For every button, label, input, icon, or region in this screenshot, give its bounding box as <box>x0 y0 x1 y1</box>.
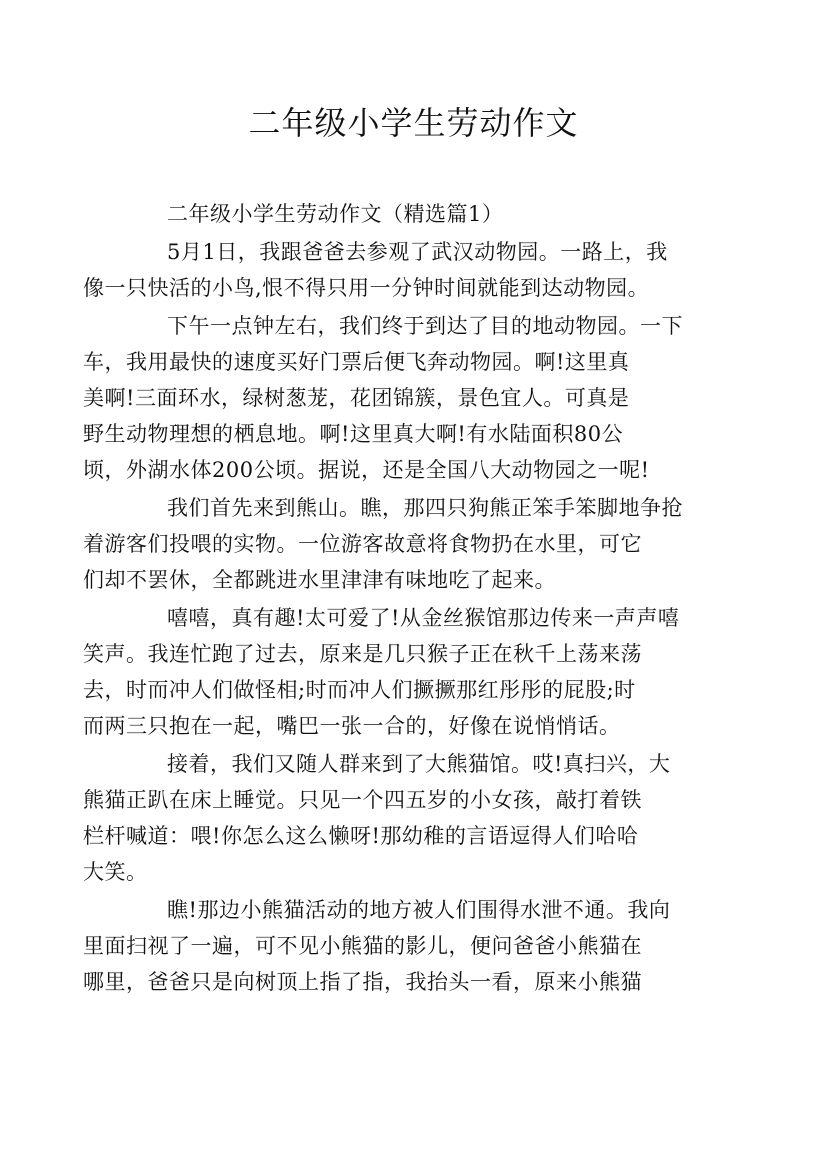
text-line: 二年级小学生劳动作文（精选篇1） <box>167 202 504 226</box>
paragraph-2 <box>83 308 710 488</box>
text-line: 们却不罢休，全都跳进水里津津有味地吃了起来。 <box>83 568 556 592</box>
text-line: 下午一点钟左右，我们终于到达了目的地动物园。一下 <box>167 314 683 338</box>
text-line: 着游客们投喂的实物。一位游客故意将食物扔在水里，可它 <box>83 532 642 556</box>
document-body <box>83 196 710 1002</box>
paragraph-6 <box>83 892 710 1000</box>
text-line: 里面扫视了一遍，可不见小熊猫的影儿，便问爸爸小熊猫在 <box>83 934 642 958</box>
paragraph-5 <box>83 746 710 890</box>
text-line: 美啊!三面环水，绿树葱茏，花团锦簇，景色宜人。可真是 <box>83 386 630 410</box>
text-line: 车，我用最快的速度买好门票后便飞奔动物园。啊!这里真 <box>83 350 630 374</box>
paragraph-1 <box>83 234 710 306</box>
text-line: 而两三只抱在一起，嘴巴一张一合的，好像在说悄悄话。 <box>83 714 621 738</box>
text-line: 栏杆喊道：喂!你怎么这么懒呀!那幼稚的言语逗得人们哈哈 <box>83 824 639 848</box>
text-line: 大笑。 <box>83 860 148 884</box>
text-line: 熊猫正趴在床上睡觉。只见一个四五岁的小女孩，敲打着铁 <box>83 788 642 812</box>
text-line: 像一只快活的小鸟,恨不得只用一分钟时间就能到达动物园。 <box>83 276 650 300</box>
text-line: 笑声。我连忙跑了过去，原来是几只猴子正在秋千上荡来荡 <box>83 642 642 666</box>
text-line: 瞧!那边小熊猫活动的地方被人们围得水泄不通。我向 <box>167 898 671 922</box>
document-title: 二年级小学生劳动作文 <box>248 104 579 142</box>
text-line: 我们首先来到熊山。瞧，那四只狗熊正笨手笨脚地争抢 <box>167 496 683 520</box>
paragraph-4 <box>83 600 710 744</box>
text-line: 嘻嘻，真有趣!太可爱了!从金丝猴馆那边传来一声声嘻 <box>167 606 680 630</box>
text-line: 去，时而冲人们做怪相;时而冲人们撅撅那红彤彤的屁股;时 <box>83 678 636 702</box>
text-line: 接着，我们又随人群来到了大熊猫馆。哎!真扫兴，大 <box>167 752 671 776</box>
paragraph-subtitle <box>125 196 710 232</box>
paragraph-3 <box>83 490 710 598</box>
text-line: 5月1日，我跟爸爸去参观了武汉动物园。一路上，我 <box>167 240 668 264</box>
text-line: 野生动物理想的栖息地。啊!这里真大啊!有水陆面积80公 <box>83 422 624 446</box>
text-line: 顷，外湖水体200公顷。据说，还是全国八大动物园之一呢! <box>83 458 650 482</box>
text-line: 哪里，爸爸只是向树顶上指了指，我抬头一看，原来小熊猫 <box>83 970 642 994</box>
